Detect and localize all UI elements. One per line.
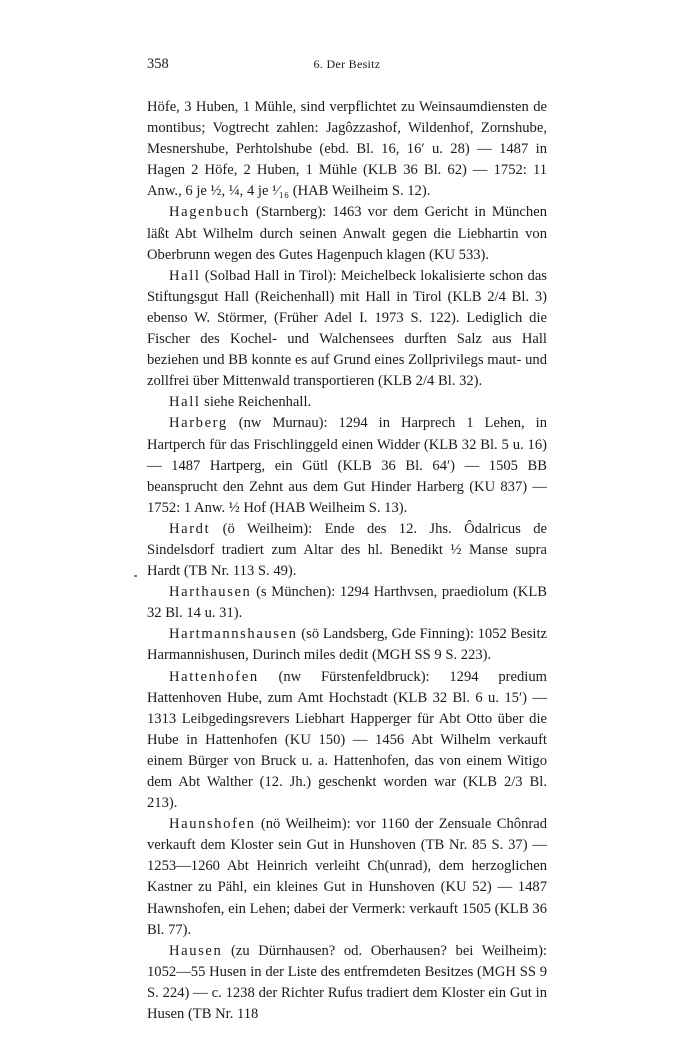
entry-heading: Hardt xyxy=(169,520,211,537)
paragraph xyxy=(147,266,547,393)
entry-heading: Harthausen xyxy=(169,584,252,601)
paragraph xyxy=(147,667,547,815)
running-header xyxy=(147,56,547,76)
paragraph xyxy=(147,624,547,666)
margin-mark xyxy=(134,575,137,577)
paragraph xyxy=(147,941,547,1025)
entry-text: (nö Weilheim): vor 1160 der Zensuale Chônrad verkauft dem Kloster sein Gut in Hunshoven (TB Nr. 85 S. 37) — 1253—1260 Abt Heinrich verleiht Ch(unrad), dem herzoglichen Kastner zu Pähl, ein kleines Gut in Hunshoven (KU 52) — 1487 Hawnshofen, ein Lehen; dabei der Vermerk: verkauft 1505 (KLB 36 Bl. 77). xyxy=(147,816,547,938)
paragraph xyxy=(147,814,547,941)
paragraph xyxy=(147,582,547,624)
paragraph xyxy=(147,392,547,413)
paragraph xyxy=(147,519,547,582)
paragraph xyxy=(147,97,547,202)
entry-text: (nw Murnau): 1294 in Harprech 1 Lehen, in Hartperch für das Frischlinggeld einen Widder (KLB 32 Bl. 5 u. 16) — 1487 Hartperg, ein Gütl (KLB 36 Bl. 64′) — 1505 BB beansprucht den Zehnt aus dem Gut Hinder Harberg (KU 837) — 1752: 1 Anw. ½ Hof (HAB Weilheim S. 13). xyxy=(147,415,547,516)
entry-text: (Solbad Hall in Tirol): Meichelbeck lokalisierte schon das Stiftungsgut Hall (Reichenhall) mit Hall in Tirol (KLB 2/4 Bl. 3) ebenso W. Störmer, (Früher Adel I. 1973 S. 122). Lediglich die Fischer des Kochel- und Walchensees durften Salz aus Hall beziehen und BB konnte es auf Grund eines Zollprivilegs maut- und zollfrei über Mittenwald transportieren (KLB 2/4 Bl. 32). xyxy=(147,267,547,390)
entry-text: (nw Fürstenfeldbruck): 1294 predium Hattenhoven Hube, zum Amt Hochstadt (KLB 32 Bl. 6 u. 15′) — 1313 Leibgedingsrevers Liebhart Happerger für Abt Otto über die Hube in Hattenhofen (KU 150) — 1456 Abt Wilhelm verkauft einem Bürger von Bruck u. a. Hattenhofen, das von einem Witigo dem Abt Walther (12. Jh.) geschenkt worden war (KLB 2/3 Bl. 213). xyxy=(147,668,547,812)
entry-heading: Hartmannshausen xyxy=(169,626,298,643)
entry-text: (sö Landsberg, Gde Finning): 1052 Besitz Harmannishusen, Durinch miles dedit (MGH SS 9 S. 223). xyxy=(147,626,547,664)
entry-text: (zu Dürnhausen? od. Oberhausen? bei Weilheim): 1052—55 Husen in der Liste des entfremdeten Besitzes (MGH SS 9 S. 224) — c. 1238 der Richter Rufus tradiert dem Kloster ein Gut in Husen (TB Nr. 118 xyxy=(147,942,547,1023)
entry-heading: Hall xyxy=(169,267,201,284)
entry-heading: Hausen xyxy=(169,942,223,959)
body-text xyxy=(147,97,547,1025)
paragraph xyxy=(147,413,547,518)
page-number: 358 xyxy=(147,56,169,72)
chapter-title: 6. Der Besitz xyxy=(313,57,381,71)
entry-heading: Hagenbuch xyxy=(169,204,250,221)
entry-text: (Starnberg): 1463 vor dem Gericht in München läßt Abt Wilhelm durch seinen Anwalt gegen die Liebhartin von Oberbrunn wegen des Gutes Hagenpuch klagen (KU 533). xyxy=(147,204,547,263)
entry-heading: Hall xyxy=(169,394,201,411)
entry-text: (ö Weilheim): Ende des 12. Jhs. Ôdalricus de Sindelsdorf tradiert zum Altar des hl. Benedikt ½ Manse supra Hardt (TB Nr. 113 S. 49). xyxy=(147,520,547,580)
entry-text: (s München): 1294 Harthvsen, praediolum (KLB 32 Bl. 14 u. 31). xyxy=(147,584,547,622)
entry-heading: Harberg xyxy=(169,415,228,432)
entry-heading: Haunshofen xyxy=(169,816,256,833)
paragraph xyxy=(147,202,547,265)
entry-heading: Hattenhofen xyxy=(169,668,259,685)
entry-text: Höfe, 3 Huben, 1 Mühle, sind verpflichtet zu Weinsaumdiensten de montibus; Vogtrecht zahlen: Jagôzzashof, Wildenhof, Zornshube, Mesnershube, Perhtolshube (ebd. Bl. 16, 16′ u. 28) — 1487 in Hagen 2 Höfe, 2 Huben, 1 Mühle (KLB 36 Bl. 62) — 1752: 11 Anw., 6 je ½, ¼, 4 je ¹⁄₁₆ (HAB Weilheim S. 12). xyxy=(147,99,547,200)
entry-text: siehe Reichenhall. xyxy=(200,394,312,411)
